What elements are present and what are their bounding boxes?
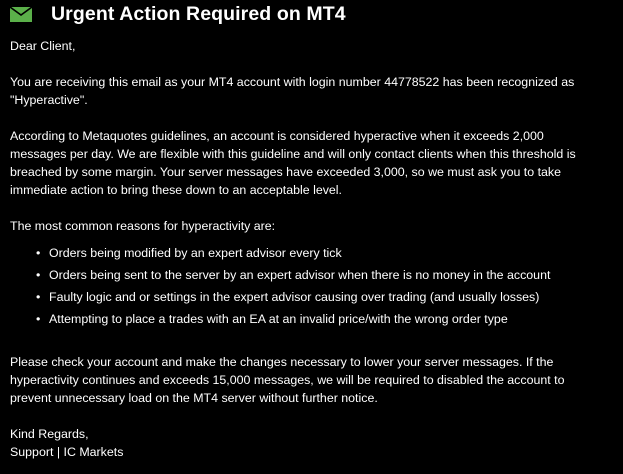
greeting: Dear Client, [10,39,76,53]
list-item [10,288,616,310]
paragraph-line: messages per day. We are flexible with this guideline and will only contact clients when this threshold is [10,147,576,161]
paragraph-line: hyperactivity continues and exceeds 15,000 messages, we will be required to disabled the account to [10,373,565,387]
list-item-text: Faulty logic and or settings in the expert advisor causing over trading (and usually losses) [49,290,540,304]
paragraph-line: prevent unnecessary load on the MT4 server without further notice. [10,391,378,405]
reasons-intro: The most common reasons for hyperactivity are: [10,219,276,233]
list-item-text: Attempting to place a trades with an EA at an invalid price/with the wrong order type [49,312,508,326]
list-item [10,266,616,288]
closing: Kind Regards, [10,427,89,441]
page-title: Urgent Action Required on MT4 [51,3,346,25]
paragraph-line: You are receiving this email as your MT4 account with login number 44778522 has been recognized as [10,75,575,89]
paragraph-line: breached by some margin. Your server messages have exceeded 3,000, so we must ask you to take [10,165,562,179]
signature: Support | IC Markets [10,445,124,459]
paragraph-line: "Hyperactive". [10,93,88,107]
bullet-icon: • [36,312,41,326]
bullet-icon: • [36,268,41,282]
list-item [10,310,616,332]
paragraph-line: immediate action to bring these down to an acceptable level. [10,183,342,197]
list-item [10,244,616,266]
paragraph-guidelines [10,127,616,199]
email-body [10,37,616,461]
reasons-list [10,244,616,332]
email-header [0,0,623,30]
paragraph-line: Please check your account and make the changes necessary to lower your server messages. If the [10,355,554,369]
bullet-icon: • [36,246,41,260]
paragraph-line: According to Metaquotes guidelines, an account is considered hyperactive when it exceeds 2,000 [10,129,544,143]
paragraph-action-request [10,353,616,407]
bullet-icon: • [36,290,41,304]
envelope-icon [10,7,32,22]
list-item-text: Orders being sent to the server by an expert advisor when there is no money in the account [49,268,551,282]
paragraph-account-notice [10,73,616,109]
list-item-text: Orders being modified by an expert advisor every tick [49,246,342,260]
